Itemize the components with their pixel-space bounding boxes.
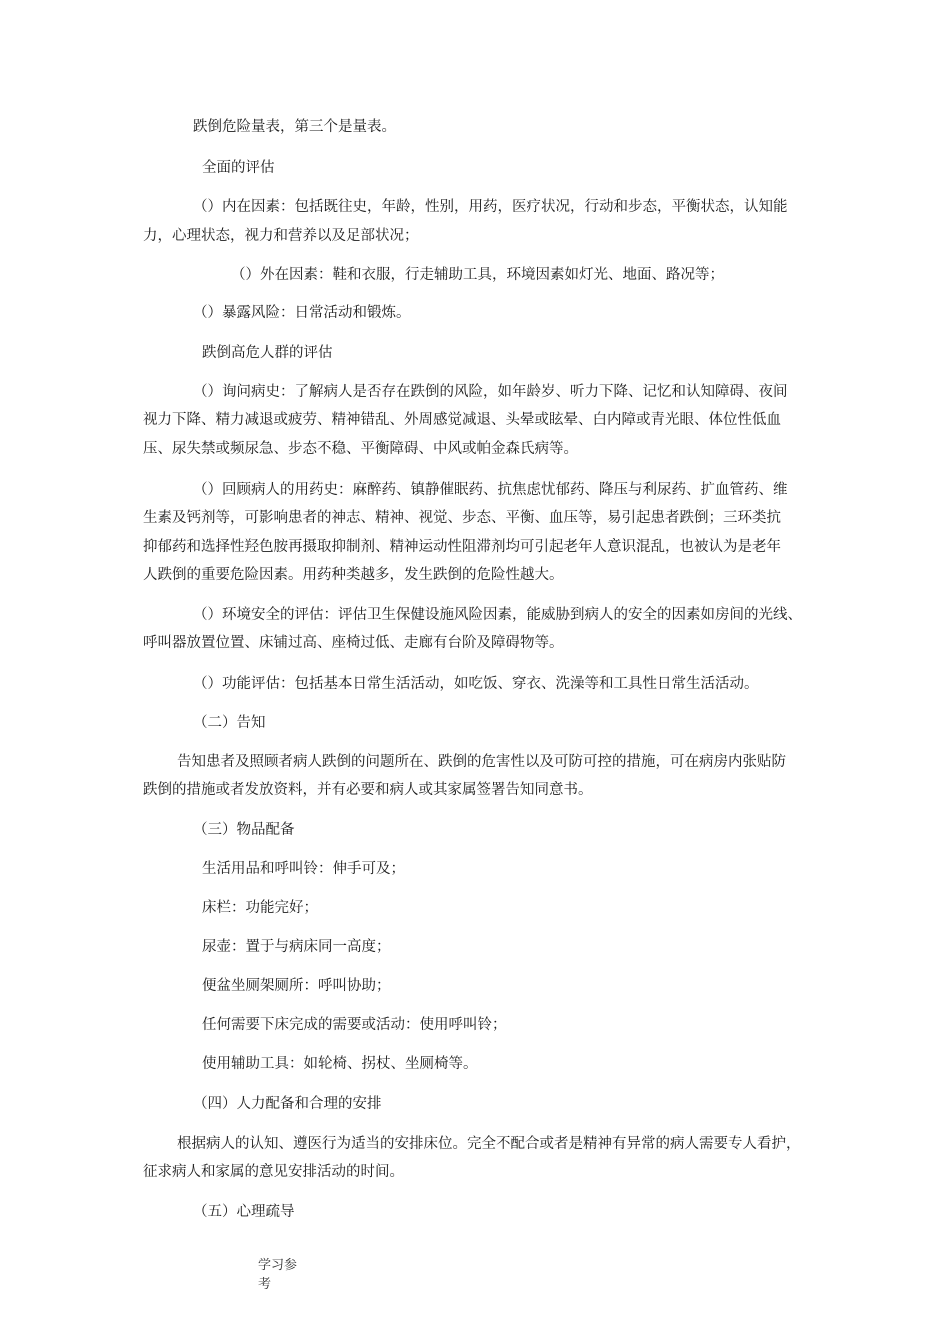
list-item-call-bell: 生活用品和呼叫铃：伸手可及； [202,861,405,877]
paragraph-environment-line2: 呼叫器放置位置、床铺过高、座椅过低、走廊有台阶及障碍物等。 [143,635,564,651]
heading-high-risk-assessment: 跌倒高危人群的评估 [202,345,333,361]
paragraph-inform-line2: 跌倒的措施或者发放资料，并有必要和病人或其家属签署告知同意书。 [143,782,593,798]
text-line-extrinsic-factors: （）外在因素：鞋和衣服，行走辅助工具，环境因素如灯光、地面、路况等； [231,267,724,283]
paragraph-intrinsic-factors-line1: （）内在因素：包括既往史，年龄，性别，用药，医疗状况，行动和步态，平衡状态，认知能 [193,199,788,215]
heading-comprehensive-assessment: 全面的评估 [202,160,275,176]
text-line-exposure-risk: （）暴露风险：日常活动和锻炼。 [193,305,411,321]
paragraph-environment-line1: （）环境安全的评估：评估卫生保健设施风险因素，能威胁到病人的安全的因素如房间的光线、 [193,607,802,623]
paragraph-medication-line3: 抑郁药和选择性羟色胺再摄取抑制剂、精神运动性阻滞剂均可引起老年人意识混乱，也被认为是老年 [143,539,781,555]
list-item-urinal: 尿壶：置于与病床同一高度； [202,939,391,955]
paragraph-staffing-line2: 征求病人和家属的意见安排活动的时间。 [143,1164,404,1180]
list-item-aids: 使用辅助工具：如轮椅、拐杖、坐厕椅等。 [202,1056,478,1072]
page-footer: 学习参考 [258,1258,298,1292]
heading-staffing: （四）人力配备和合理的安排 [193,1096,382,1112]
list-item-bed-exit: 任何需要下床完成的需要或活动：使用呼叫铃； [202,1017,507,1033]
paragraph-intrinsic-factors-line2: 力，心理状态，视力和营养以及足部状况； [143,228,419,244]
paragraph-history-line2: 视力下降、精力减退或疲劳、精神错乱、外周感觉减退、头晕或眩晕、白内障或青光眼、体位性低血 [143,412,781,428]
list-item-commode: 便盆坐厕架厕所：呼叫协助； [202,978,391,994]
heading-supplies: （三）物品配备 [193,822,295,838]
paragraph-history-line1: （）询问病史：了解病人是否存在跌倒的风险，如年龄岁、听力下降、记忆和认知障碍、夜间 [193,384,788,400]
text-line-scale-intro: 跌倒危险量表，第三个是量表。 [193,119,396,135]
paragraph-medication-line2: 生素及钙剂等，可影响患者的神志、精神、视觉、步态、平衡、血压等，易引起患者跌倒；三环类抗 [143,510,781,526]
text-line-function-assessment: （）功能评估：包括基本日常生活活动，如吃饭、穿衣、洗澡等和工具性日常生活活动。 [193,676,759,692]
heading-inform: （二）告知 [193,715,266,731]
paragraph-inform-line1: 告知患者及照顾者病人跌倒的问题所在、跌倒的危害性以及可防可控的措施，可在病房内张贴防 [177,754,786,770]
list-item-bed-rail: 床栏：功能完好； [202,900,318,916]
heading-psychological: （五）心理疏导 [193,1204,295,1220]
paragraph-history-line3: 压、尿失禁或频尿急、步态不稳、平衡障碍、中风或帕金森氏病等。 [143,441,578,457]
paragraph-medication-line1: （）回顾病人的用药史：麻醉药、镇静催眠药、抗焦虑忧郁药、降压与利尿药、扩血管药、维 [193,482,788,498]
paragraph-medication-line4: 人跌倒的重要危险因素。用药种类越多，发生跌倒的危险性越大。 [143,567,564,583]
paragraph-staffing-line1: 根据病人的认知、遵医行为适当的安排床位。完全不配合或者是精神有异常的病人需要专人看护， [177,1136,801,1152]
